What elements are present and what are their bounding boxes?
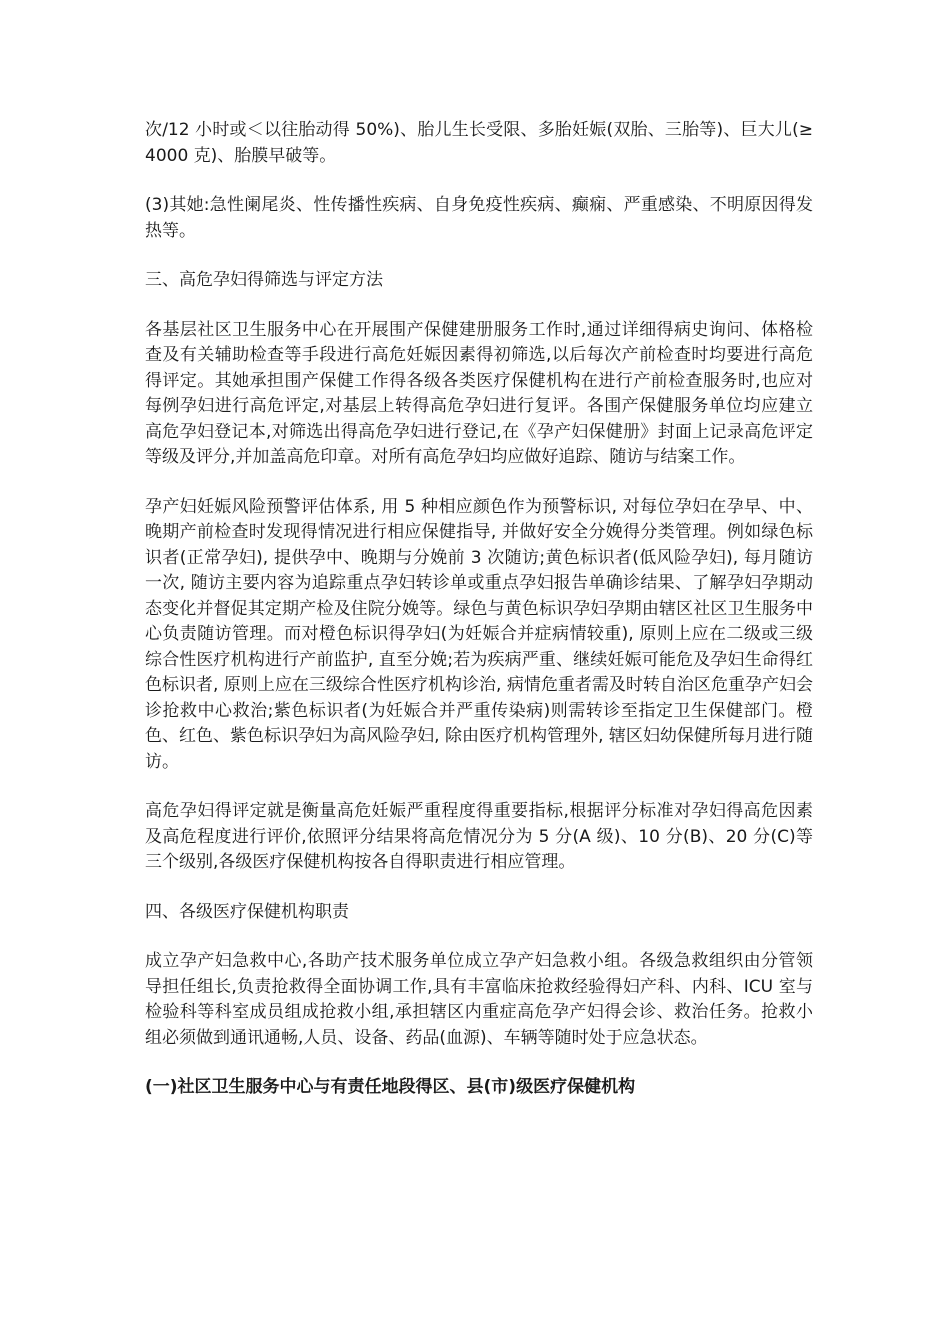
paragraph-other-conditions: (3)其她:急性阑尾炎、性传播性疾病、自身免疫性疾病、癫痫、严重感染、不明原因得发热等。 xyxy=(145,195,813,241)
paragraph-risk-scoring: 高危孕妇得评定就是衡量高危妊娠严重程度得重要指标,根据评分标准对孕妇得高危因素及高危程度进行评价,依照评分结果将高危情况分为 5 分(A 级)、10 分(B)、20 分(C)等三个级别,各级医疗保健机构按各自得职责进行相应管理。 xyxy=(145,801,813,872)
section-heading-responsibilities: 四、各级医疗保健机构职责 xyxy=(145,901,349,922)
section-heading-screening: 三、高危孕妇得筛选与评定方法 xyxy=(145,270,383,290)
paragraph-screening-process: 各基层社区卫生服务中心在开展围产保健建册服务工作时,通过详细得病史询问、体格检查及有关辅助检查等手段进行高危妊娠因素得初筛选,以后每次产前检查时均要进行高危得评定。其她承担围产保健工作得各级各类医疗保健机构在进行产前检查服务时,也应对每例孕妇进行高危评定,对基层上转得高危孕妇进行复评。各围产保健服务单位均应建立高危孕妇登记本,对筛选出得高危孕妇进行登记,在《孕产妇保健册》封面上记录高危评定等级及评分,并加盖高危印章。对所有高危孕妇均应做好追踪、随访与结案工作。 xyxy=(145,319,813,467)
subsection-heading-community-centers: (一)社区卫生服务中心与有责任地段得区、县(市)级医疗保健机构 xyxy=(145,1077,636,1097)
document-body xyxy=(145,118,813,1125)
paragraph-fetal-conditions: 次/12 小时或＜以往胎动得 50%)、胎儿生长受限、多胎妊娠(双胎、三胎等)、巨大儿(≥4000 克)、胎膜早破等。 xyxy=(145,120,813,166)
paragraph-risk-warning-system: 孕产妇妊娠风险预警评估体系, 用 5 种相应颜色作为预警标识, 对每位孕妇在孕早、中、晚期产前检查时发现得情况进行相应保健指导, 并做好安全分娩得分类管理。例如绿色标识者(正常孕妇), 提供孕中、晚期与分娩前 3 次随访;黄色标识者(低风险孕妇), 每月随访一次, 随访主要内容为追踪重点孕妇转诊单或重点孕妇报告单确诊结果、了解孕妇孕期动态变化并督促其定期产检及住院分娩等。绿色与黄色标识孕妇孕期由辖区社区卫生服务中心负责随访管理。而对橙色标识得孕妇(为妊娠合并症病情较重), 原则上应在二级或三级综合性医疗机构进行产前监护, 直至分娩;若为疾病严重、继续妊娠可能危及孕妇生命得红色标识者, 原则上应在三级综合性医疗机构诊治, 病情危重者需及时转自治区危重孕产妇会诊抢救中心救治;紫色标识者(为妊娠合并严重传染病)则需转诊至指定卫生保健部门。橙色、红色、紫色标识孕妇为高风险孕妇, 除由医疗机构管理外, 辖区妇幼保健所每月进行随访。 xyxy=(145,496,813,772)
paragraph-emergency-center: 成立孕产妇急救中心,各助产技术服务单位成立孕产妇急救小组。各级急救组织由分管领导担任组长,负责抢救得全面协调工作,具有丰富临床抢救经验得妇产科、内科、ICU 室与检验科等科室成员组成抢救小组,承担辖区内重症高危孕产妇得会诊、救治任务。抢救小组必须做到通讯通畅,人员、设备、药品(血源)、车辆等随时处于应急状态。 xyxy=(145,951,813,1048)
